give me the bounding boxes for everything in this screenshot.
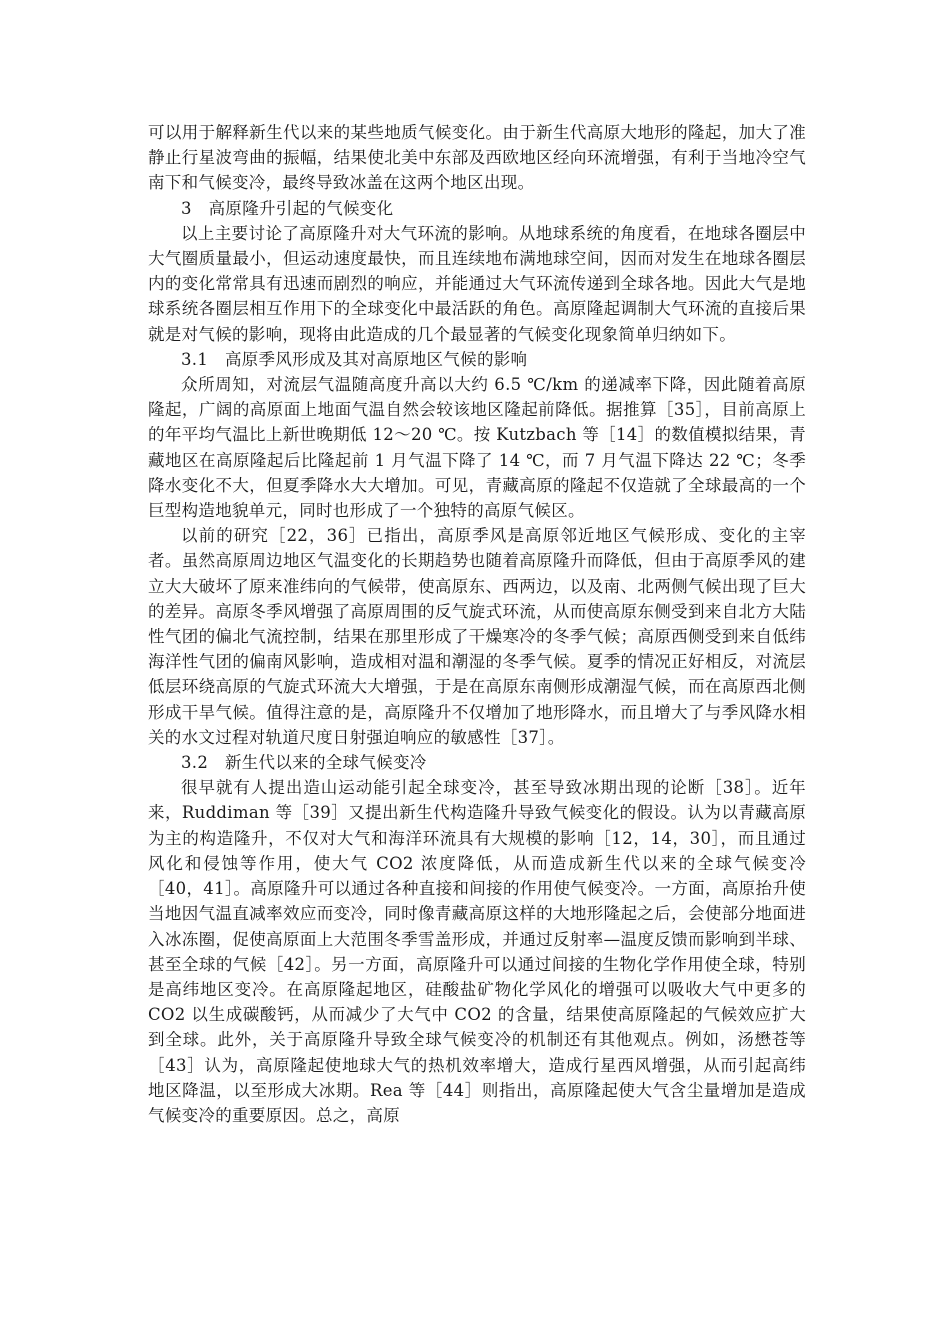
section-3-1-paragraph-2: 以前的研究［22，36］已指出，高原季风是高原邻近地区气候形成、变化的主宰者。虽然高原周边地区气温变化的长期趋势也随着高原隆升而降低，但由于高原季风的建立大大破坏了原来准纬向的气候带，使高原东、西两边，以及南、北两侧气候出现了巨大的差异。高原冬季风增强了高原周围的反气旋式环流，从而使高原东侧受到来自北方大陆性气团的偏北气流控制，结果在那里形成了干燥寒冷的冬季气候；高原西侧受到来自低纬海洋性气团的偏南风影响，造成相对温和潮湿的冬季气候。夏季的情况正好相反，对流层低层环绕高原的气旋式环流大大增强，于是在高原东南侧形成潮湿气候，而在高原西北侧形成干旱气候。值得注意的是，高原隆升不仅增加了地形降水，而且增大了与季风降水相关的水文过程对轨道尺度日射强迫响应的敏感性［37］。 — [148, 526, 806, 747]
section-3-paragraph: 以上主要讨论了高原隆升对大气环流的影响。从地球系统的角度看，在地球各圈层中大气圈质量最小，但运动速度最快，而且连续地布满地球空间，因而对发生在地球各圈层内的变化常常具有迅速而剧烈的响应，并能通过大气环流传递到全球各地。因此大气是地球系统各圈层相互作用下的全球变化中最活跃的角色。高原隆起调制大气环流的直接后果就是对气候的影响，现将由此造成的几个最显著的气候变化现象简单归纳如下。 — [148, 223, 806, 344]
section-3-heading: 3 高原隆升引起的气候变化 — [181, 198, 394, 218]
section-3-1-heading: 3.1 高原季风形成及其对高原地区气候的影响 — [181, 349, 528, 369]
document-body — [148, 120, 806, 1128]
continued-paragraph: 可以用于解释新生代以来的某些地质气候变化。由于新生代高原大地形的隆起，加大了准静止行星波弯曲的振幅，结果使北美中东部及西欧地区经向环流增强，有利于当地冷空气南下和气候变冷，最终导致冰盖在这两个地区出现。 — [148, 123, 806, 193]
section-3-1-paragraph-1: 众所周知，对流层气温随高度升高以大约 6.5 ℃/km 的递减率下降，因此随着高原隆起，广阔的高原面上地面气温自然会较该地区隆起前降低。据推算［35］，目前高原上的年平均气温比上新世晚期低 12～20 ℃。按 Kutzbach 等［14］的数值模拟结果，青藏地区在高原隆起后比隆起前 1 月气温下降了 14 ℃，而 7 月气温下降达 22 ℃；冬季降水变化不大，但夏季降水大大增加。可见，青藏高原的隆起不仅造就了全球最高的一个巨型构造地貌单元，同时也形成了一个独特的高原气候区。 — [148, 375, 806, 521]
section-3-2-paragraph: 很早就有人提出造山运动能引起全球变冷，甚至导致冰期出现的论断［38］。近年来，Ruddiman 等［39］又提出新生代构造隆升导致气候变化的假设。认为以青藏高原为主的构造隆升，不仅对大气和海洋环流具有大规模的影响［12，14，30］，而且通过风化和侵蚀等作用，使大气 CO2 浓度降低，从而造成新生代以来的全球气候变冷［40，41］。高原隆升可以通过各种直接和间接的作用使气候变冷。一方面，高原抬升使当地因气温直减率效应而变冷，同时像青藏高原这样的大地形隆起之后，会使部分地面进入冰冻圈，促使高原面上大范围冬季雪盖形成，并通过反射率—温度反馈而影响到半球、甚至全球的气候［42］。另一方面，高原隆升可以通过间接的生物化学作用使全球，特别是高纬地区变冷。在高原隆起地区，硅酸盐矿物化学风化的增强可以吸收大气中更多的 CO2 以生成碳酸钙，从而减少了大气中 CO2 的含量，结果使高原隆起的气候效应扩大到全球。此外，关于高原隆升导致全球气候变冷的机制还有其他观点。例如，汤懋苍等［43］认为，高原隆起使地球大气的热机效率增大，造成行星西风增强，从而引起高纬地区降温，以至形成大冰期。Rea 等［44］则指出，高原隆起使大气含尘量增加是造成气候变冷的重要原因。总之，高原 — [148, 778, 806, 1125]
section-3-2-heading: 3.2 新生代以来的全球气候变冷 — [181, 753, 427, 773]
